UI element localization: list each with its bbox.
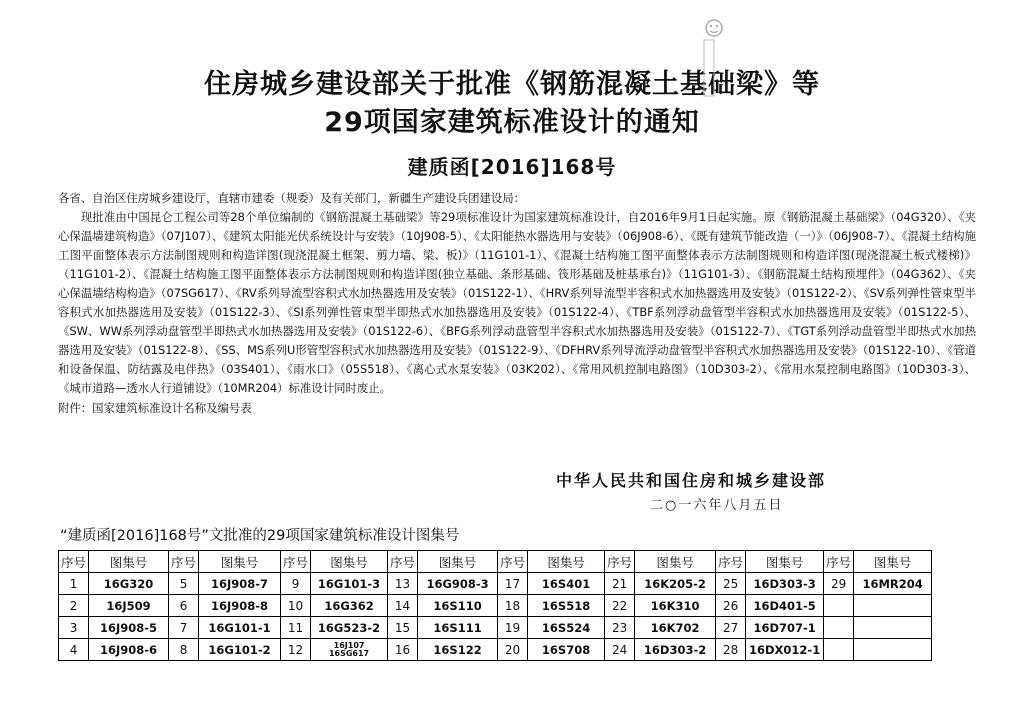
- header-serial: 序号: [388, 551, 418, 573]
- atlas-number-cell: 16G101-2: [199, 639, 281, 661]
- atlas-number-cell: 16S524: [528, 617, 605, 639]
- atlas-number-cell: 16G908-3: [418, 573, 498, 595]
- document-title-line-1: 住房城乡建设部关于批准《钢筋混凝土基础梁》等: [204, 69, 820, 100]
- serial-cell: 28: [716, 639, 746, 661]
- header-serial: 序号: [824, 551, 854, 573]
- atlas-number-cell: 16K702: [635, 617, 716, 639]
- serial-cell: 1: [59, 573, 89, 595]
- atlas-number-cell: [854, 617, 932, 639]
- atlas-number-cell: 16J908-7: [199, 573, 281, 595]
- atlas-number-cell: 16J107 16SG617: [311, 639, 388, 661]
- serial-cell: 3: [59, 617, 89, 639]
- issuing-authority: 中华人民共和国住房和城乡建设部: [556, 471, 827, 490]
- serial-cell: 16: [388, 639, 418, 661]
- serial-cell: 8: [169, 639, 199, 661]
- header-atlas-number: 图集号: [89, 551, 169, 573]
- table-caption: “建质函[2016]168号”文批准的29项国家建筑标准设计图集号: [60, 528, 460, 544]
- header-serial: 序号: [605, 551, 635, 573]
- serial-cell: 11: [281, 617, 311, 639]
- header-serial: 序号: [716, 551, 746, 573]
- serial-cell: 26: [716, 595, 746, 617]
- serial-cell: [824, 617, 854, 639]
- serial-cell: 22: [605, 595, 635, 617]
- atlas-number-cell: 16K205-2: [635, 573, 716, 595]
- notice-paragraph: 现批准由中国昆仑工程公司等28个单位编制的《钢筋混凝土基础梁》等29项标准设计为国家建筑标准设计，自2016年9月1日起实施。原《钢筋混凝土基础梁》（04G320）、《夹心保温墙建筑构造》（07J107）、《建筑太阳能光伏系统设计与安装》（10J908-5）、《太阳能热水器选用与安装》（06J908-6）、《既有建筑节能改造（一）》（06J908-7）、《混凝土结构施工图平面整体表示方法制图规则和构造详图(现浇混凝土框架、剪力墙、梁、板)》（11G101-1）、《混凝土结构施工图平面整体表示方法制图规则和构造详图(现浇混凝土板式楼梯)》（11G101-2）、《混凝土结构施工图平面整体表示方法制图规则和构造详图(独立基础、条形基础、筏形基础及桩基承台)》（11G101-3）、《钢筋混凝土结构预埋件》（04G362）、《夹心保温墙结构构造》（07SG617）、《RV系列导流型容积式水加热器选用及安装》（01S122-1）、《HRV系列导流型半容积式水加热器选用及安装》（01S122-2）、《SV系列弹性管束型半容积式水加热器选用及安装》（01S122-3）、《SI系列弹性管束型半即热式水加热器选用及安装》（01S122-4）、《TBF系列浮动盘管型半容积式水加热器选用及安装》（01S122-5）、《SW、WW系列浮动盘管型半即热式水加热器选用及安装》（01S122-6）、《BFG系列浮动盘管型半容积式水加热器选用及安装》（01S122-7）、《TGT系列浮动盘管型半即热式水加热器选用及安装》（01S122-8）、《SS、MS系列U形管型容积式水加热器选用及安装》（01S122-9）、《DFHRV系列导流浮动盘管型半容积式水加热器选用及安装》（01S122-10）、《管道和设备保温、防结露及电伴热》（03S401）、《雨水口》（05S518）、《离心式水泵安装》（03K202）、《常用风机控制电路图》（10D303-2）、《常用水泵控制电路图》（10D303-3）、《城市道路—透水人行道铺设》（10MR204）标准设计同时废止。: [58, 210, 976, 396]
- header-serial: 序号: [169, 551, 199, 573]
- atlas-number-cell: 16D303-2: [635, 639, 716, 661]
- attachment-line: 附件：国家建筑标准设计名称及编号表: [58, 400, 252, 415]
- atlas-number-cell: 16S708: [528, 639, 605, 661]
- salutation: 各省、自治区住房城乡建设厅，直辖市建委（规委）及有关部门，新疆生产建设兵团建设局：: [58, 191, 526, 205]
- header-atlas-number: 图集号: [746, 551, 824, 573]
- serial-cell: 6: [169, 595, 199, 617]
- serial-cell: 27: [716, 617, 746, 639]
- atlas-number-cell: 16DX012-1: [746, 639, 824, 661]
- serial-cell: 12: [281, 639, 311, 661]
- header-serial: 序号: [498, 551, 528, 573]
- atlas-number-cell: 16J908-5: [89, 617, 169, 639]
- serial-cell: 23: [605, 617, 635, 639]
- header-atlas-number: 图集号: [854, 551, 932, 573]
- atlas-number-cell: 16J908-8: [199, 595, 281, 617]
- serial-cell: [824, 595, 854, 617]
- atlas-number-cell: 16G320: [89, 573, 169, 595]
- serial-cell: [824, 639, 854, 661]
- table-header-row: [59, 551, 932, 573]
- header-atlas-number: 图集号: [528, 551, 605, 573]
- serial-cell: 17: [498, 573, 528, 595]
- serial-cell: 21: [605, 573, 635, 595]
- serial-cell: 24: [605, 639, 635, 661]
- serial-cell: 14: [388, 595, 418, 617]
- table-row: [59, 639, 932, 661]
- atlas-number-cell: 16D707-1: [746, 617, 824, 639]
- notice-body: [58, 189, 976, 418]
- atlas-number-cell: [854, 595, 932, 617]
- header-serial: 序号: [59, 551, 89, 573]
- serial-cell: 10: [281, 595, 311, 617]
- serial-cell: 5: [169, 573, 199, 595]
- document-title-line-2: 29项国家建筑标准设计的通知: [324, 107, 700, 138]
- table-row: [59, 617, 932, 639]
- atlas-number-cell: 16G362: [311, 595, 388, 617]
- serial-cell: 9: [281, 573, 311, 595]
- atlas-number-cell: 16S401: [528, 573, 605, 595]
- atlas-number-cell: 16S122: [418, 639, 498, 661]
- serial-cell: 19: [498, 617, 528, 639]
- header-serial: 序号: [281, 551, 311, 573]
- document-number: 建质函[2016]168号: [407, 155, 617, 179]
- header-atlas-number: 图集号: [311, 551, 388, 573]
- atlas-number-cell: 16D401-5: [746, 595, 824, 617]
- header-atlas-number: 图集号: [635, 551, 716, 573]
- atlas-number-cell: 16D303-3: [746, 573, 824, 595]
- atlas-number-cell: 16G523-2: [311, 617, 388, 639]
- atlas-number-cell: 16S110: [418, 595, 498, 617]
- table-row: [59, 595, 932, 617]
- serial-cell: 2: [59, 595, 89, 617]
- serial-cell: 4: [59, 639, 89, 661]
- stamp-icon: [684, 14, 730, 100]
- serial-cell: 20: [498, 639, 528, 661]
- serial-cell: 25: [716, 573, 746, 595]
- serial-cell: 13: [388, 573, 418, 595]
- atlas-number-cell: 16J908-6: [89, 639, 169, 661]
- header-atlas-number: 图集号: [418, 551, 498, 573]
- atlas-number-cell: 16G101-3: [311, 573, 388, 595]
- atlas-number-cell: 16S518: [528, 595, 605, 617]
- serial-cell: 7: [169, 617, 199, 639]
- issue-date: 二○一六年八月五日: [650, 498, 784, 513]
- atlas-number-cell: 16MR204: [854, 573, 932, 595]
- atlas-number-cell: [854, 639, 932, 661]
- atlas-number-cell: 16J509: [89, 595, 169, 617]
- serial-cell: 29: [824, 573, 854, 595]
- serial-cell: 15: [388, 617, 418, 639]
- atlas-number-cell: 16K310: [635, 595, 716, 617]
- atlas-number-cell: 16S111: [418, 617, 498, 639]
- atlas-number-cell: 16G101-1: [199, 617, 281, 639]
- serial-cell: 18: [498, 595, 528, 617]
- header-atlas-number: 图集号: [199, 551, 281, 573]
- table-row: [59, 573, 932, 595]
- atlas-number-table: [58, 550, 932, 661]
